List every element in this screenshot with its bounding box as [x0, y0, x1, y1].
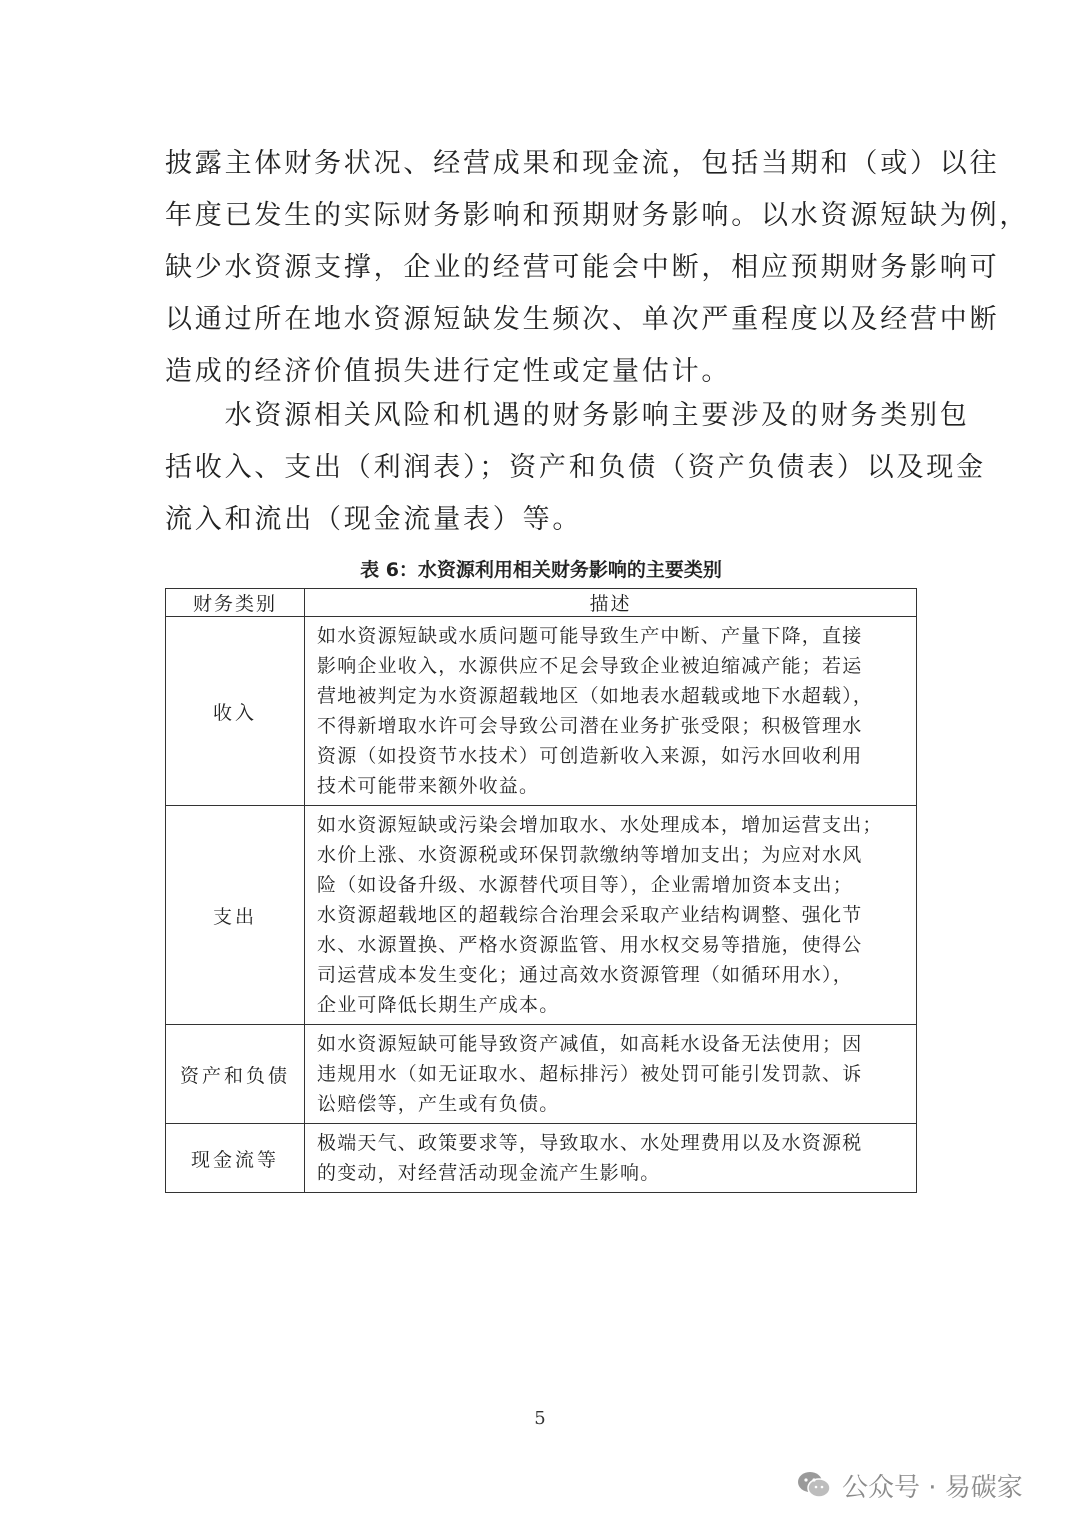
- description-line: 水价上涨、水资源税或环保罚款缴纳等增加支出；为应对水风: [317, 844, 863, 866]
- watermark: [796, 1465, 1023, 1505]
- paragraph-line: 披露主体财务状况、经营成果和现金流，包括当期和（或）以往: [165, 148, 1000, 179]
- paragraph-2: [165, 390, 986, 546]
- description-cell: [305, 1025, 917, 1124]
- description-line: 极端天气、政策要求等，导致取水、水处理费用以及水资源税: [317, 1132, 863, 1154]
- description-line: 资源（如投资节水技术）可创造新收入来源，如污水回收利用: [317, 745, 863, 767]
- category-cell: 资产和负债: [166, 1025, 305, 1124]
- description-line: 的变动，对经营活动现金流产生影响。: [317, 1162, 661, 1184]
- table-row: [166, 806, 917, 1025]
- watermark-text: 公众号 · 易碳家: [842, 1472, 1023, 1503]
- table-row: [166, 617, 917, 806]
- description-line: 水、水源置换、严格水资源监管、用水权交易等措施，使得公: [317, 934, 863, 956]
- paragraph-line: 流入和流出（现金流量表）等。: [165, 504, 583, 535]
- paragraph-line: 水资源相关风险和机遇的财务影响主要涉及的财务类别包: [165, 400, 970, 431]
- description-line: 如水资源短缺或污染会增加取水、水处理成本，增加运营支出；: [317, 814, 883, 836]
- description-line: 技术可能带来额外收益。: [317, 775, 540, 797]
- description-cell: [305, 617, 917, 806]
- page-number: 5: [534, 1408, 546, 1429]
- description-line: 司运营成本发生变化；通过高效水资源管理（如循环用水），: [317, 964, 853, 986]
- table-row: [166, 1025, 917, 1124]
- description-line: 如水资源短缺可能导致资产减值，如高耗水设备无法使用；因: [317, 1033, 863, 1055]
- paragraph-line: 以通过所在地水资源短缺发生频次、单次严重程度以及经营中断: [165, 304, 1000, 335]
- description-line: 讼赔偿等，产生或有负债。: [317, 1093, 560, 1115]
- header-category: 财务类别: [166, 589, 305, 617]
- description-line: 营地被判定为水资源超载地区（如地表水超载或地下水超载），: [317, 685, 874, 707]
- description-line: 影响企业收入，水源供应不足会导致企业被迫缩减产能；若运: [317, 655, 863, 677]
- header-description: 描述: [305, 589, 917, 617]
- paragraph-line: 括收入、支出（利润表）；资产和负债（资产负债表）以及现金: [165, 452, 986, 483]
- description-cell: [305, 806, 917, 1025]
- description-line: 险（如设备升级、水源替代项目等），企业需增加资本支出；: [317, 874, 853, 896]
- table-row: [166, 1124, 917, 1193]
- paragraph-1: [165, 138, 1030, 398]
- category-cell: 支出: [166, 806, 305, 1025]
- category-cell: 收入: [166, 617, 305, 806]
- category-cell: 现金流等: [166, 1124, 305, 1193]
- paragraph-line: 造成的经济价值损失进行定性或定量估计。: [165, 356, 732, 387]
- description-line: 企业可降低长期生产成本。: [317, 994, 560, 1016]
- description-cell: [305, 1124, 917, 1193]
- wechat-icon: [796, 1470, 832, 1500]
- description-line: 违规用水（如无证取水、超标排污）被处罚可能引发罚款、诉: [317, 1063, 863, 1085]
- description-line: 不得新增取水许可会导致公司潜在业务扩张受限；积极管理水: [317, 715, 863, 737]
- paragraph-line: 年度已发生的实际财务影响和预期财务影响。以水资源短缺为例，: [165, 200, 1030, 231]
- financial-impact-table: [165, 588, 917, 1193]
- table-caption: 表 6：水资源利用相关财务影响的主要类别: [360, 559, 722, 581]
- paragraph-line: 缺少水资源支撑，企业的经营可能会中断，相应预期财务影响可: [165, 252, 1000, 283]
- description-line: 如水资源短缺或水质问题可能导致生产中断、产量下降，直接: [317, 625, 863, 647]
- table-header-row: [166, 589, 917, 617]
- description-line: 水资源超载地区的超载综合治理会采取产业结构调整、强化节: [317, 904, 863, 926]
